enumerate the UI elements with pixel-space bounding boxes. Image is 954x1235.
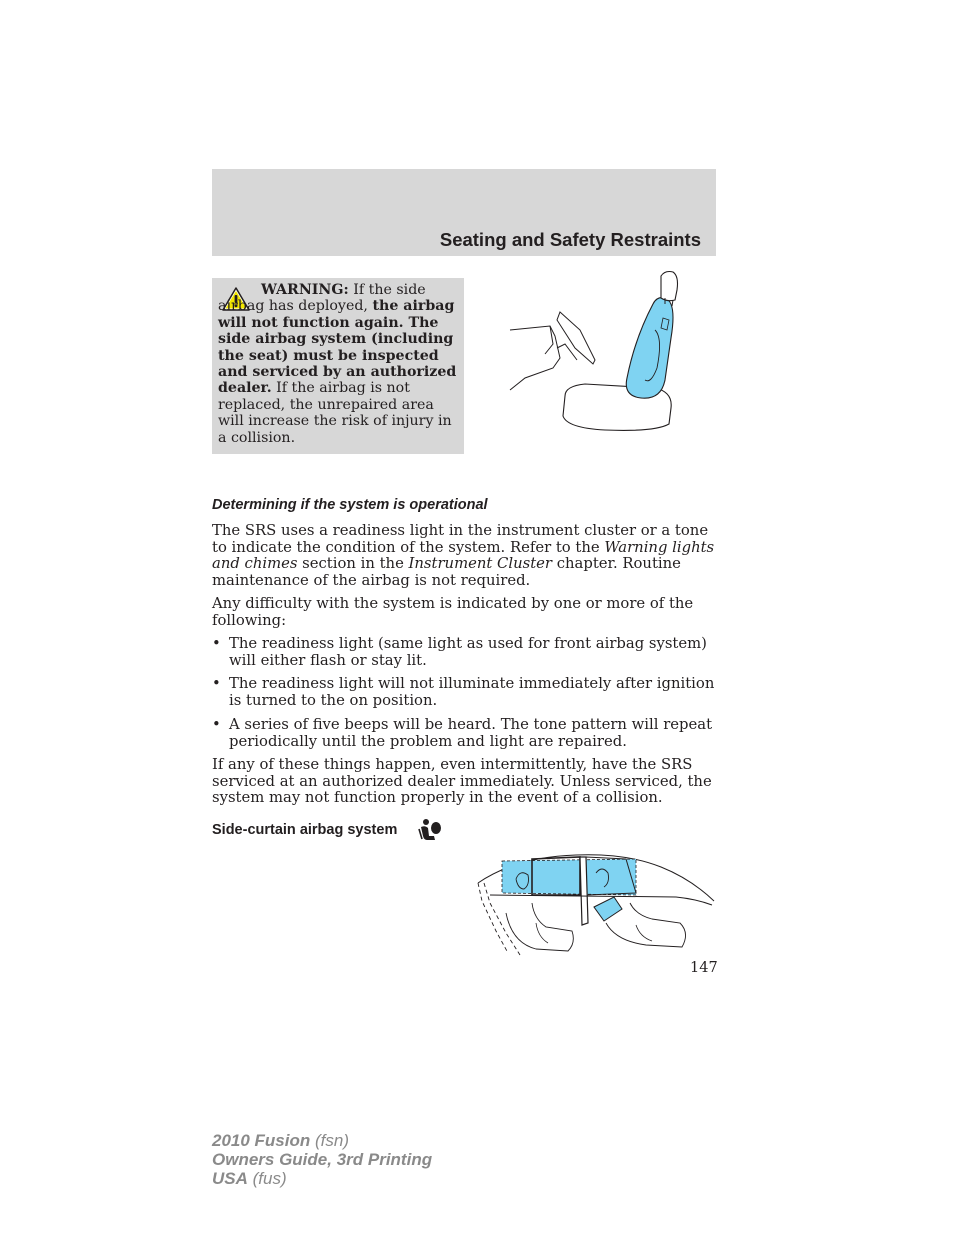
- p1-text-b: section in the: [297, 555, 409, 572]
- bullet-marker: •: [212, 675, 221, 692]
- footer-guide-edition: Owners Guide, 3rd Printing: [212, 1150, 433, 1169]
- bullet-marker: •: [212, 635, 221, 652]
- warning-label: WARNING:: [261, 282, 349, 298]
- bullet-item: [212, 717, 717, 750]
- bullet-item: [212, 636, 717, 669]
- warning-text-bold: the airbag will not function again. The side airbag system (including the seat) must be inspected and serviced by an authorized dealer.: [218, 298, 457, 397]
- footer-market: USA: [212, 1169, 248, 1188]
- instrument-cluster-reference: Instrument Cluster: [408, 555, 552, 572]
- paragraph-service-advice: If any of these things happen, even intermittently, have the SRS serviced at an authorized dealer immediately. Unless serviced, the system may not function properly in the event of a collision.: [212, 756, 712, 806]
- warning-box: [212, 278, 464, 454]
- warning-lights-reference: Warning lights and chimes: [212, 538, 715, 572]
- bullet-text: The readiness light will not illuminate immediately after ignition is turned to the on position.: [229, 675, 715, 709]
- operational-heading: Determining if the system is operational: [212, 497, 488, 513]
- chapter-title: Seating and Safety Restraints: [439, 229, 701, 250]
- side-curtain-airbag-illustration: [476, 853, 716, 958]
- footer-market-code: (fus): [247, 1169, 287, 1188]
- footer-model: 2010 Fusion: [212, 1131, 311, 1150]
- seat-side-airbag-illustration: [505, 268, 690, 433]
- bullet-marker: •: [212, 716, 221, 733]
- bullet-item: [212, 676, 717, 709]
- chapter-header-band: [212, 169, 716, 256]
- bullet-text: A series of five beeps will be heard. The tone pattern will repeat periodically until the problem and light are repaired.: [229, 716, 713, 750]
- warning-text-intro: If the side airbag has deployed,: [218, 282, 426, 315]
- airbag-occupant-icon: [416, 818, 442, 842]
- p1-text-a: The SRS uses a readiness light in the instrument cluster or a tone to indicate the condition of the system. Refer to the: [212, 522, 709, 556]
- side-curtain-heading: Side-curtain airbag system: [212, 822, 398, 838]
- footer-model-code: (fsn): [310, 1131, 349, 1150]
- bullet-text: The readiness light (same light as used for front airbag system) will either flash or stay lit.: [229, 635, 707, 669]
- p1-text-c: chapter. Routine maintenance of the airbag is not required.: [212, 555, 681, 589]
- paragraph-srs-readiness: [212, 523, 717, 589]
- paragraph-difficulty: Any difficulty with the system is indicated by one or more of the following:: [212, 595, 694, 629]
- warning-text-outro: If the airbag is not replaced, the unrepaired area will increase the risk of injury in a collision.: [218, 380, 452, 446]
- document-footer: [212, 1131, 432, 1188]
- page-number: 147: [690, 960, 718, 976]
- warning-text: [218, 282, 462, 446]
